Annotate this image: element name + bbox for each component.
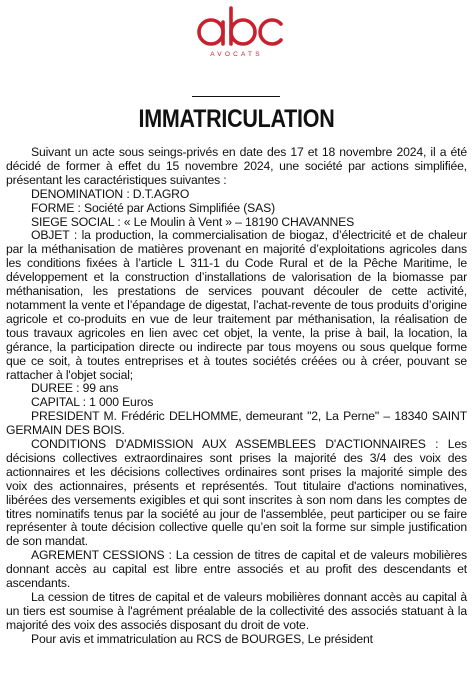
logo bbox=[0, 4, 473, 62]
legal-notice-body bbox=[6, 146, 467, 647]
cession-tiers-paragraph: La cession de titres de capital et de valeurs mobilières donnant accès au capital à un tiers est soumise à l'agrément préalable de la collectivité des associés statuant à la majorité des voix des associés disposant du droit de vote. bbox=[6, 590, 467, 632]
agrement-cessions-paragraph: AGREMENT CESSIONS : La cession de titres de capital et de valeurs mobilières donnant accès au capital est libre entre associés et au profit des descendants et ascendants. bbox=[6, 548, 467, 591]
closing-line: Pour avis et immatriculation au RCS de BOURGES, Le président bbox=[31, 631, 373, 646]
logo-caption: AVOCATS bbox=[210, 51, 263, 58]
title-divider bbox=[192, 96, 280, 97]
forme-line: FORME : Société par Actions Simplifiée (SAS) bbox=[31, 200, 276, 215]
denomination-line: DENOMINATION : D.T.AGRO bbox=[31, 186, 190, 201]
president-paragraph: PRESIDENT M. Frédéric DELHOMME, demeurant "2, La Perne" – 18340 SAINT GERMAIN DES BOIS. bbox=[6, 409, 467, 438]
capital-line: CAPITAL : 1 000 Euros bbox=[31, 395, 154, 410]
objet-paragraph: OBJET : la production, la commercialisation de biogaz, d’électricité et de chaleur par la méthanisation de matières provenant en majorité d’exploitations agricoles dans les conditions fixées à l’article L 311-1 du Code Rural et de la Pêche Maritime, le développement et la construction d’installations de valorisation de la biomasse par méthanisation, les prestations de services pouvant découler de cette activité, notamment la vente et l’épandage de digestat, l’achat-revente de tous produits d’origine agricole et co-produits en vue de leur traitement par méthanisation, la réalisation de tous travaux agricoles en lien avec cet objet, la vente, la prise à bail, la location, la gérance, la participation directe ou indirecte par tous moyens ou sous quelque forme que ce soit, à toutes entreprises et à toutes sociétés créées ou à créer, pouvant se rattacher à l'objet social; bbox=[6, 228, 467, 382]
intro-paragraph: Suivant un acte sous seings-privés en date des 17 et 18 novembre 2024, il a été décidé de former à effet du 15 novembre 2024, une société par actions simplifiée, présentant les caractéristiques suivantes : bbox=[6, 145, 467, 187]
abc-logo-icon bbox=[181, 4, 293, 54]
page-title: IMMATRICULATION bbox=[138, 105, 335, 133]
duree-line: DUREE : 99 ans bbox=[31, 381, 119, 396]
conditions-admission-paragraph: CONDITIONS D'ADMISSION AUX ASSEMBLEES D'ACTIONNAIRES : Les décisions collectives extraordinaires sont prises la majorité des 3/4 des voix des actionnaires et les décisions collectives ordinaires sont prises la majorité simple des voix des actionnaires, présents et représentés. Tout titulaire d'actions nominatives, libérées des versements exigibles et qui sont inscrites à son nom dans les comptes de titres nominatifs tenus par la société au jour de l'assemblée, peut participer ou se faire représenter à toute décision collective quelle qu’en soit la forme sur simple justification de son mandat. bbox=[6, 437, 467, 549]
siege-social-line: SIEGE SOCIAL : « Le Moulin à Vent » – 18190 CHAVANNES bbox=[31, 214, 355, 229]
